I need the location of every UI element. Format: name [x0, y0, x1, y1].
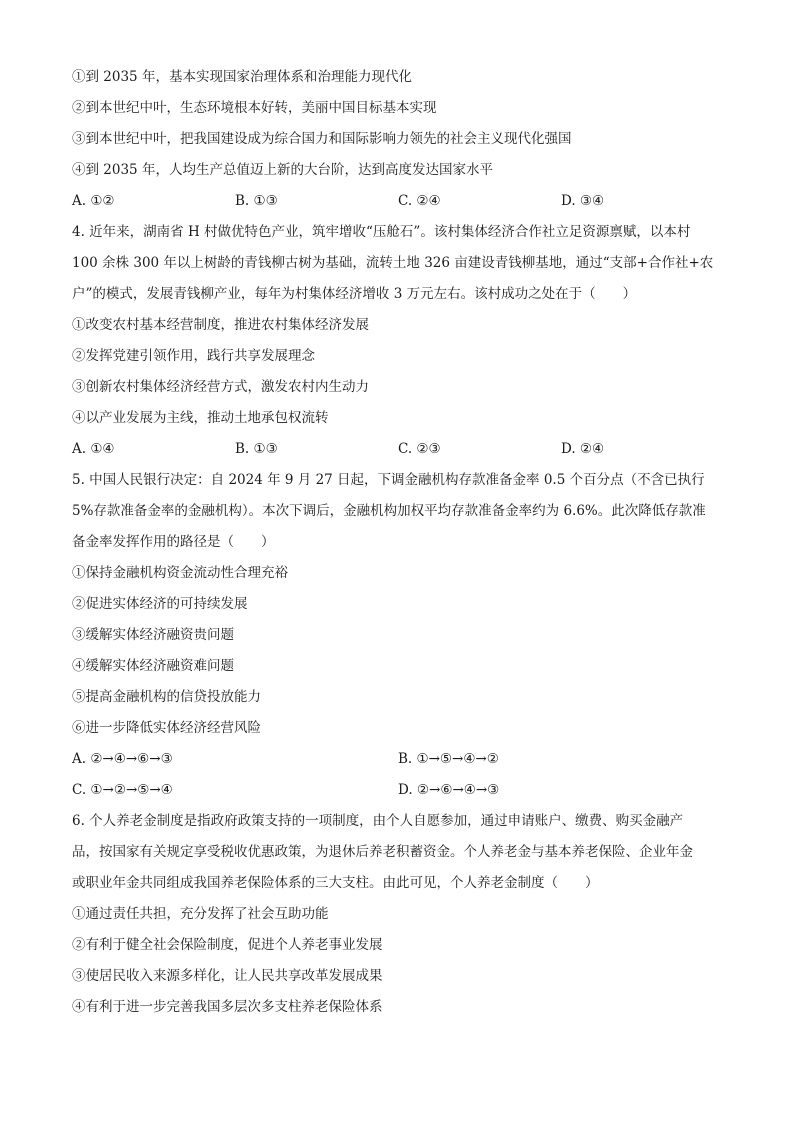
document-page [72, 62, 724, 1023]
q5-options-row-1 [72, 744, 724, 775]
q4-stem-line-1: 4. 近年来，湖南省 H 村做优特色产业，筑牢增收“压舱石”。该村集体经济合作社立足资源禀赋，以本村 [72, 224, 691, 240]
q4-item-1: ①改变农村基本经营制度，推进农村集体经济发展 [72, 317, 369, 333]
question-3 [72, 62, 724, 217]
question-5 [72, 465, 724, 806]
q6-item-4: ④有利于进一步完善我国多层次多支柱养老保险体系 [72, 999, 383, 1015]
q3-item-1: ①到 2035 年，基本实现国家治理体系和治理能力现代化 [72, 69, 412, 85]
q4-item-4: ④以产业发展为主线，推动土地承包权流转 [72, 410, 329, 426]
q5-item-3: ③缓解实体经济融资贵问题 [72, 627, 234, 643]
q4-item-2: ②发挥党建引领作用，践行共享发展理念 [72, 348, 315, 364]
q4-option-c: C. ②③ [398, 441, 441, 457]
q6-stem-line-1: 6. 个人养老金制度是指政府政策支持的一项制度，由个人自愿参加，通过申请账户、缴费、购买金融产 [72, 813, 684, 829]
q4-stem-line-3: 户”的模式，发展青钱柳产业，每年为村集体经济增收 3 万元左右。该村成功之处在于（ ） [72, 286, 637, 302]
q6-stem-line-2: 品，按国家有关规定享受税收优惠政策，为退休后养老积蓄资金。个人养老金与基本养老保险、企业年金 [72, 844, 693, 860]
q4-stem-line-2: 100 余株 300 年以上树龄的青钱柳古树为基础，流转土地 326 亩建设青钱柳基地，通过“支部+合作社+农 [72, 255, 714, 271]
q5-option-c: C. ①→②→⑤→④ [72, 782, 173, 798]
q5-item-2: ②促进实体经济的可持续发展 [72, 596, 248, 612]
q5-stem-line-3: 备金率发挥作用的路径是（ ） [72, 534, 275, 550]
q3-item-2: ②到本世纪中叶，生态环境根本好转，美丽中国目标基本实现 [72, 100, 437, 116]
q5-item-4: ④缓解实体经济融资难问题 [72, 658, 234, 674]
q3-option-b: B. ①③ [235, 193, 278, 209]
q4-option-b: B. ①③ [235, 441, 278, 457]
q4-option-a: A. ①④ [72, 441, 115, 457]
q6-item-2: ②有利于健全社会保险制度，促进个人养老事业发展 [72, 937, 383, 953]
q3-option-a: A. ①② [72, 193, 115, 209]
question-4 [72, 217, 724, 465]
q6-stem-line-3: 或职业年金共同组成我国养老保险体系的三大支柱。由此可见，个人养老金制度（ ） [72, 875, 599, 891]
q3-item-4: ④到 2035 年，人均生产总值迈上新的大台阶，达到高度发达国家水平 [72, 162, 493, 178]
q4-item-3: ③创新农村集体经济经营方式，激发农村内生动力 [72, 379, 369, 395]
q5-option-b: B. ①→⑤→④→② [398, 751, 499, 767]
q6-item-3: ③使居民收入来源多样化，让人民共享改革发展成果 [72, 968, 383, 984]
question-6 [72, 806, 724, 1023]
q5-stem-line-1: 5. 中国人民银行决定：自 2024 年 9 月 27 日起，下调金融机构存款准备金率 0.5 个百分点（不含已执行 [72, 472, 705, 488]
q6-item-1: ①通过责任共担，充分发挥了社会互助功能 [72, 906, 329, 922]
q5-item-6: ⑥进一步降低实体经济经营风险 [72, 720, 261, 736]
q4-options [72, 434, 724, 465]
q5-options-row-2 [72, 775, 724, 806]
q5-item-1: ①保持金融机构资金流动性合理充裕 [72, 565, 288, 581]
q3-option-c: C. ②④ [398, 193, 441, 209]
q3-option-d: D. ③④ [561, 193, 605, 209]
q3-options [72, 186, 724, 217]
q5-item-5: ⑤提高金融机构的信贷投放能力 [72, 689, 261, 705]
q3-item-3: ③到本世纪中叶，把我国建设成为综合国力和国际影响力领先的社会主义现代化强国 [72, 131, 572, 147]
q5-option-d: D. ②→⑥→④→③ [398, 782, 500, 798]
q5-stem-line-2: 5%存款准备金率的金融机构）。本次下调后，金融机构加权平均存款准备金率约为 6.6%。此次降低存款准 [72, 503, 706, 519]
q4-option-d: D. ②④ [561, 441, 605, 457]
q5-option-a: A. ②→④→⑥→③ [72, 751, 173, 767]
